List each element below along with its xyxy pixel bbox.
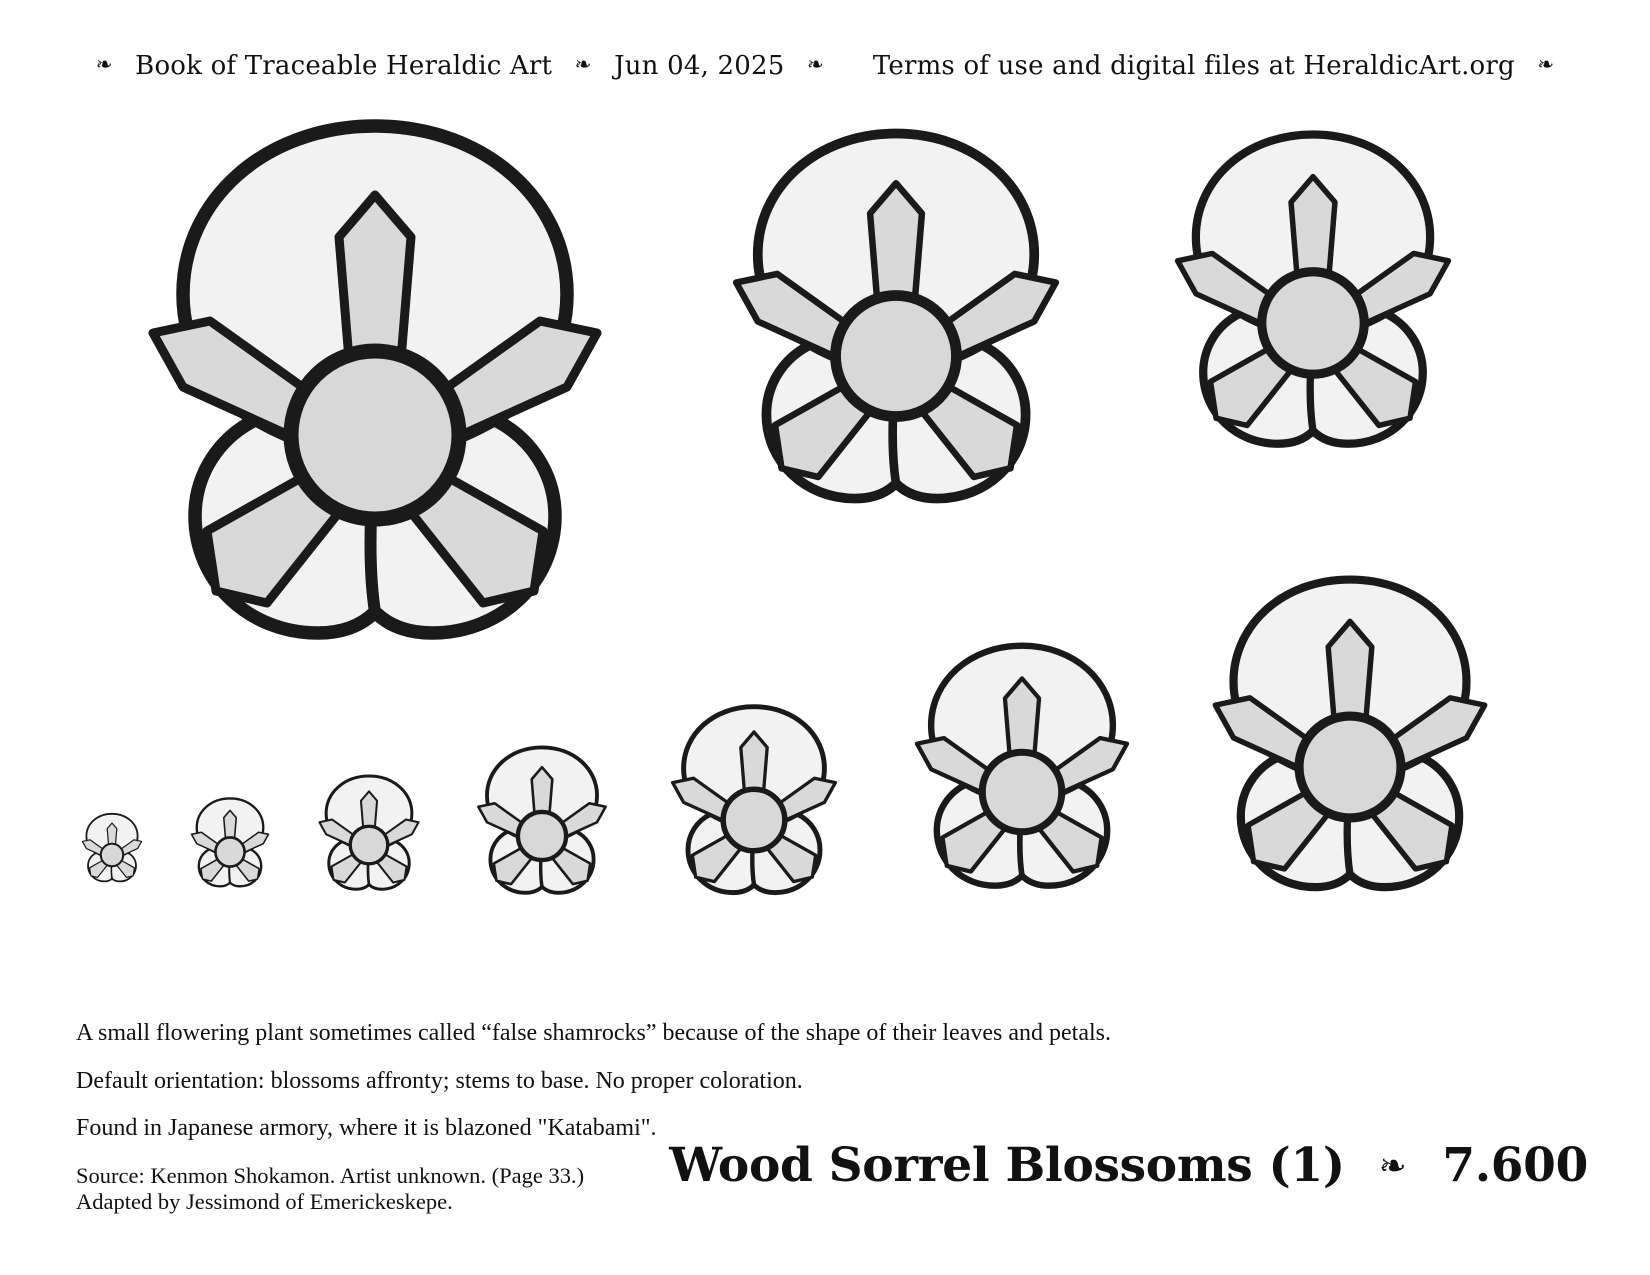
page-header [0,50,1650,81]
blossom-scale-7 [1215,580,1484,888]
ornament-icon: ❧ [1378,1145,1407,1185]
illustration-area [0,110,1650,990]
description-line-3: Found in Japanese armory, where it is blazoned "Katabami". [76,1115,657,1142]
blossom-scale-6 [917,646,1127,886]
catalog-number: 7.600 [1442,1138,1588,1193]
page-title: Wood Sorrel Blossoms (1) [669,1138,1345,1193]
blossom-large-3 [1178,135,1449,444]
blossom-scale-5 [673,707,836,893]
blossom-scale-1 [82,814,141,882]
figure-title-line [669,1138,1588,1193]
ornament-icon: ❧ [806,52,824,76]
blossom-scale-3 [319,776,418,889]
ornament-icon: ❧ [1537,52,1555,76]
book-title: Book of Traceable Heraldic Art [135,51,553,81]
description-line-2: Default orientation: blossoms affronty; stems to base. No proper coloration. [76,1067,803,1094]
blossom-scale-4 [478,747,605,892]
adapted-by-line: Adapted by Jessimond of Emerickeskepe. [76,1188,453,1214]
wood-sorrel-blossom-plate [0,110,1650,990]
blossom-large-1 [153,126,597,633]
blossom-large-2 [736,134,1056,499]
ornament-icon: ❧ [95,52,113,76]
header-date: Jun 04, 2025 [614,51,785,81]
source-line: Source: Kenmon Shokamon. Artist unknown. (Page 33.) [76,1162,585,1188]
ornament-icon: ❧ [574,52,592,76]
blossom-scale-2 [192,798,269,886]
header-terms: Terms of use and digital files at HeraldicArt.org [872,51,1515,81]
description-line-1: A small flowering plant sometimes called “false shamrocks” because of the shape of their leaves and petals. [76,1020,1111,1046]
